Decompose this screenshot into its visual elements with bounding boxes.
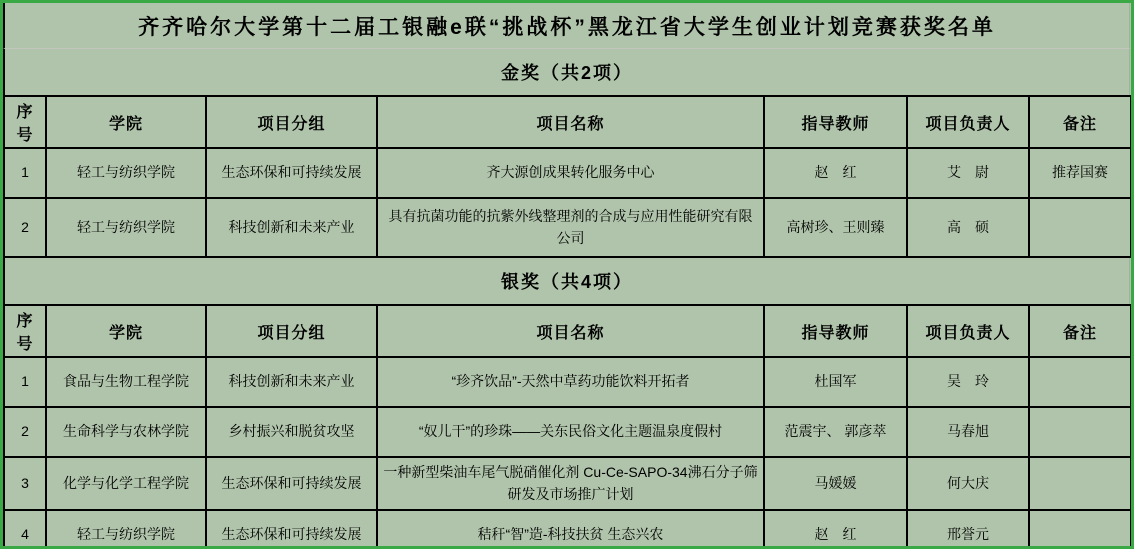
column-header: 序号 bbox=[4, 305, 46, 357]
cell-advisor: 赵 红 bbox=[764, 148, 907, 198]
cell-note bbox=[1029, 198, 1131, 257]
header-row bbox=[4, 96, 1131, 148]
cell-note bbox=[1029, 510, 1131, 549]
column-header: 项目名称 bbox=[377, 96, 764, 148]
cell-seq: 1 bbox=[4, 357, 46, 407]
cell-group: 乡村振兴和脱贫攻坚 bbox=[206, 407, 377, 457]
cell-seq: 3 bbox=[4, 457, 46, 510]
award-table bbox=[3, 95, 1132, 258]
cell-note bbox=[1029, 357, 1131, 407]
column-header: 项目分组 bbox=[206, 96, 377, 148]
cell-seq: 2 bbox=[4, 407, 46, 457]
cell-project-name: 秸秆“智”造-科技扶贫 生态兴农 bbox=[377, 510, 764, 549]
column-header: 备注 bbox=[1029, 305, 1131, 357]
cell-project-name: 齐大源创成果转化服务中心 bbox=[377, 148, 764, 198]
cell-group: 生态环保和可持续发展 bbox=[206, 510, 377, 549]
cell-group: 科技创新和未来产业 bbox=[206, 198, 377, 257]
award-table bbox=[3, 304, 1132, 549]
table-row bbox=[4, 457, 1131, 510]
cell-college: 轻工与纺织学院 bbox=[46, 198, 206, 257]
cell-seq: 4 bbox=[4, 510, 46, 549]
cell-project-name: “奴儿干”的珍珠——关东民俗文化主题温泉度假村 bbox=[377, 407, 764, 457]
cell-seq: 1 bbox=[4, 148, 46, 198]
cell-group: 生态环保和可持续发展 bbox=[206, 457, 377, 510]
cell-leader: 吴 玲 bbox=[907, 357, 1029, 407]
cell-advisor: 范震宇、 郭彦萃 bbox=[764, 407, 907, 457]
cell-seq: 2 bbox=[4, 198, 46, 257]
cell-project-name: “珍齐饮品”-天然中草药功能饮料开拓者 bbox=[377, 357, 764, 407]
cell-college: 轻工与纺织学院 bbox=[46, 148, 206, 198]
award-section bbox=[3, 49, 1131, 258]
column-header: 项目分组 bbox=[206, 305, 377, 357]
cell-leader: 邢誉元 bbox=[907, 510, 1029, 549]
section-heading: 金奖（共2项） bbox=[3, 49, 1130, 95]
cell-advisor: 杜国军 bbox=[764, 357, 907, 407]
column-header: 学院 bbox=[46, 96, 206, 148]
table-row bbox=[4, 148, 1131, 198]
cell-leader: 艾 尉 bbox=[907, 148, 1029, 198]
cell-project-name: 一种新型柴油车尾气脱硝催化剂 Cu-Ce-SAPO-34沸石分子筛研发及市场推广计划 bbox=[377, 457, 764, 510]
award-section bbox=[3, 258, 1131, 549]
cell-college: 轻工与纺织学院 bbox=[46, 510, 206, 549]
cell-note bbox=[1029, 457, 1131, 510]
table-row bbox=[4, 407, 1131, 457]
award-sections bbox=[3, 49, 1131, 549]
column-header: 序号 bbox=[4, 96, 46, 148]
cell-advisor: 马媛媛 bbox=[764, 457, 907, 510]
award-sheet bbox=[3, 3, 1131, 549]
cell-project-name: 具有抗菌功能的抗紫外线整理剂的合成与应用性能研究有限公司 bbox=[377, 198, 764, 257]
table-row bbox=[4, 357, 1131, 407]
column-header: 项目负责人 bbox=[907, 305, 1029, 357]
section-heading: 银奖（共4项） bbox=[3, 258, 1130, 304]
column-header: 学院 bbox=[46, 305, 206, 357]
cell-advisor: 赵 红 bbox=[764, 510, 907, 549]
table-row bbox=[4, 510, 1131, 549]
table-row bbox=[4, 198, 1131, 257]
cell-group: 科技创新和未来产业 bbox=[206, 357, 377, 407]
cell-college: 化学与化学工程学院 bbox=[46, 457, 206, 510]
column-header: 项目名称 bbox=[377, 305, 764, 357]
column-header: 指导教师 bbox=[764, 305, 907, 357]
header-row bbox=[4, 305, 1131, 357]
cell-note bbox=[1029, 407, 1131, 457]
cell-leader: 何大庆 bbox=[907, 457, 1029, 510]
cell-group: 生态环保和可持续发展 bbox=[206, 148, 377, 198]
column-header: 项目负责人 bbox=[907, 96, 1029, 148]
cell-leader: 马春旭 bbox=[907, 407, 1029, 457]
cell-college: 生命科学与农林学院 bbox=[46, 407, 206, 457]
page-title: 齐齐哈尔大学第十二届工银融e联“挑战杯”黑龙江省大学生创业计划竞赛获奖名单 bbox=[3, 3, 1130, 49]
cell-college: 食品与生物工程学院 bbox=[46, 357, 206, 407]
cell-leader: 高 硕 bbox=[907, 198, 1029, 257]
cell-note: 推荐国赛 bbox=[1029, 148, 1131, 198]
column-header: 备注 bbox=[1029, 96, 1131, 148]
column-header: 指导教师 bbox=[764, 96, 907, 148]
cell-advisor: 高树珍、王则臻 bbox=[764, 198, 907, 257]
